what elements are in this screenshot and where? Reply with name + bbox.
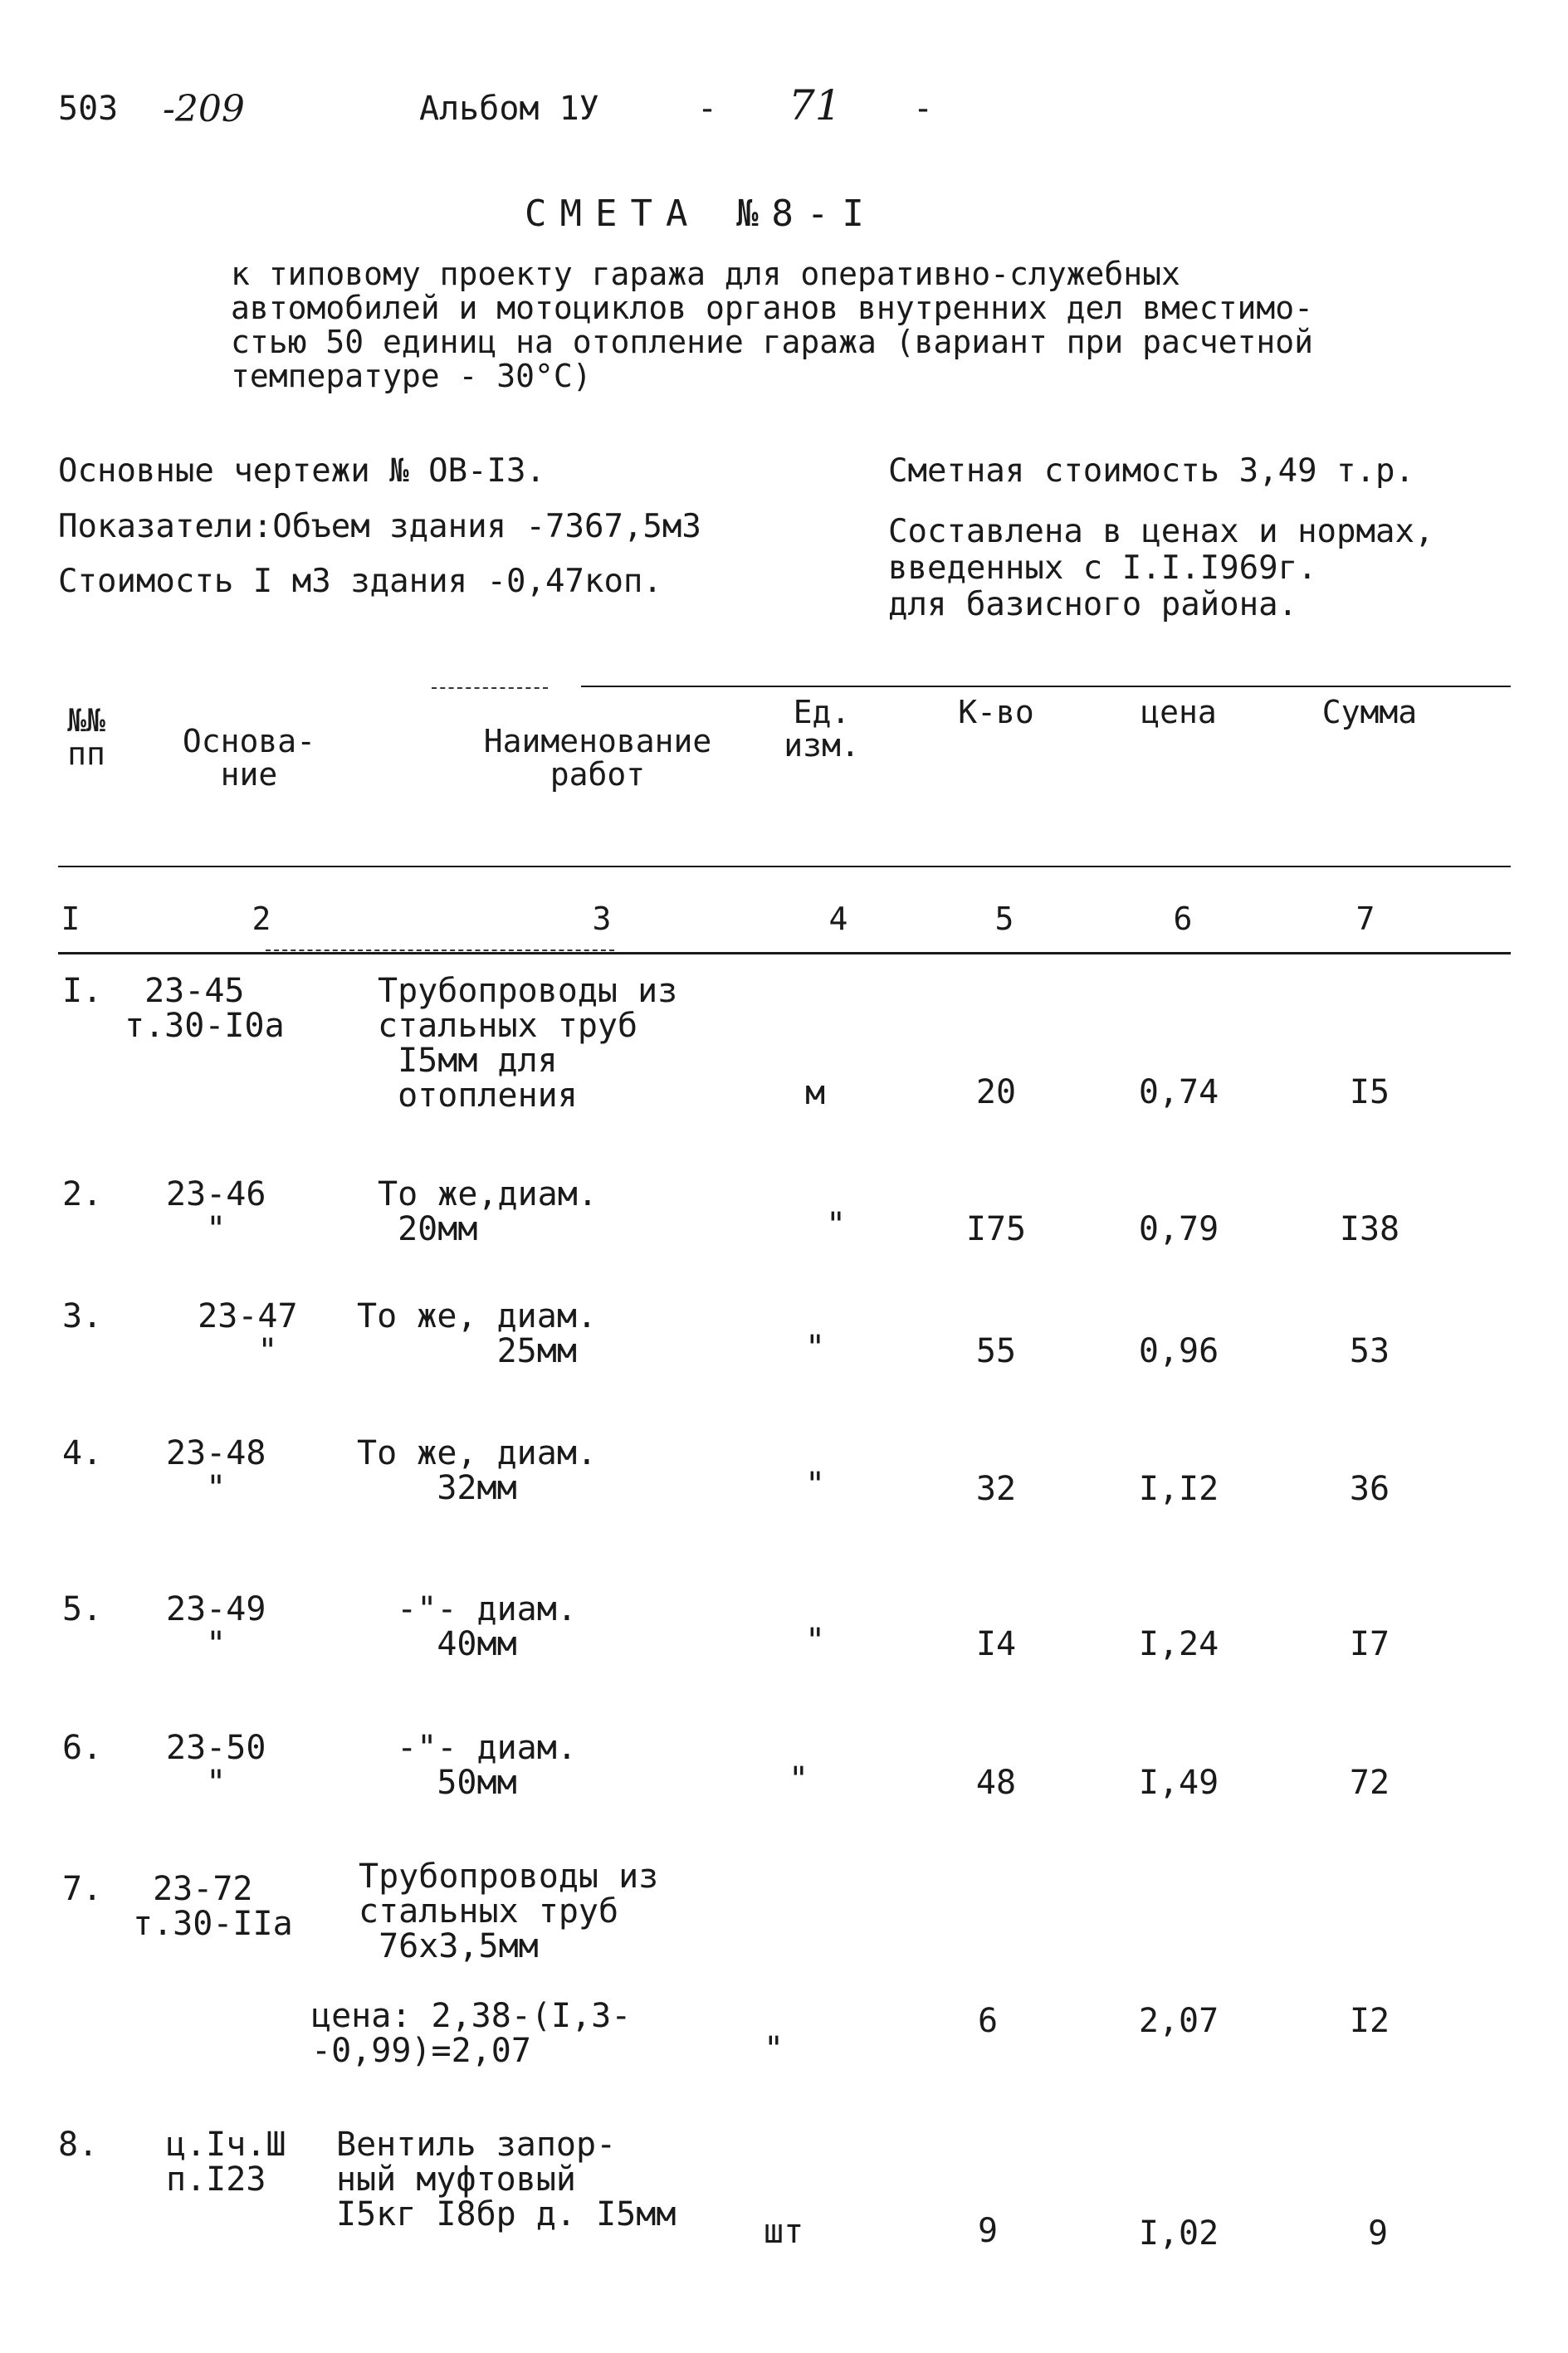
- row-price: I,I2: [1138, 1470, 1219, 1508]
- row-work-name: -"- диам. 40мм: [397, 1590, 577, 1663]
- col-number-4: 4: [828, 901, 848, 937]
- row-quantity: I75: [965, 1210, 1027, 1248]
- row-quantity: 6: [977, 2002, 999, 2040]
- row-price: 0,96: [1138, 1332, 1219, 1370]
- page-code-handwritten: -209: [163, 88, 245, 130]
- row-work-name: То же, диам. 25мм: [357, 1297, 597, 1370]
- row-quantity: 9: [977, 2212, 999, 2250]
- row-basis: 23-49 ": [166, 1590, 266, 1663]
- header-top-rule-faint: [432, 687, 548, 689]
- header-bottom-rule: [58, 866, 1511, 867]
- row-sum: 72: [1349, 1764, 1390, 1802]
- main-drawings: Основные чертежи № ОВ-I3.: [58, 452, 545, 490]
- row-number: 4.: [62, 1434, 103, 1472]
- prices-note-line2: введенных с I.I.I969г.: [888, 549, 1317, 587]
- row-unit: ": [789, 1760, 809, 1799]
- row-unit: ": [826, 1206, 847, 1244]
- row-basis: 23-48 ": [166, 1434, 266, 1507]
- row-price-calc: цена: 2,38-(I,3- -0,99)=2,07: [311, 1997, 632, 2070]
- row-basis: 23-46 ": [166, 1175, 266, 1248]
- col-number-7: 7: [1356, 901, 1375, 937]
- row-basis: 23-50 ": [166, 1729, 266, 1802]
- row-price: 0,79: [1138, 1210, 1219, 1248]
- header-top-rule: [581, 686, 1511, 687]
- row-number: I.: [62, 972, 103, 1010]
- row-number: 7.: [62, 1870, 103, 1908]
- row-number: 8.: [58, 2126, 99, 2164]
- document-title: СМЕТА №8-I: [525, 193, 877, 235]
- col-header-sum: Сумма: [1321, 694, 1418, 730]
- prices-note-line3: для базисного района.: [888, 586, 1298, 623]
- indicators: Показатели:Объем здания -7367,5м3: [58, 508, 701, 545]
- row-sum: 53: [1349, 1332, 1390, 1370]
- header-dash-left: -: [697, 90, 718, 128]
- row-unit: шт: [764, 2213, 804, 2251]
- row-sum: I2: [1349, 2002, 1390, 2040]
- row-price: 0,74: [1138, 1073, 1219, 1111]
- row-unit: ": [805, 1329, 826, 1367]
- cost-per-m3: Стоимость I м3 здания -0,47коп.: [58, 563, 662, 600]
- row-quantity: 20: [975, 1073, 1017, 1111]
- row-basis: 23-45 т.30-I0а: [125, 972, 285, 1045]
- row-basis: 23-72 т.30-IIа: [133, 1870, 293, 1943]
- row-number: 3.: [62, 1297, 103, 1335]
- row-work-name: Трубопроводы из стальных труб 76х3,5мм: [359, 1858, 659, 1965]
- estimated-cost: Сметная стоимость 3,49 т.р.: [888, 452, 1414, 490]
- document-subtitle: к типовому проекту гаража для оперативно-служебных автомобилей и мотоциклов органов внутренних дел вместимо- стью 50 единиц на отопление гаража (вариант при расчетной температуре - 30°С): [231, 256, 1314, 394]
- row-work-name: Вентиль запор- ный муфтовый I5кг I8бр д. I5мм: [336, 2126, 677, 2233]
- col-number-2: 2: [252, 901, 271, 937]
- row-unit: ": [764, 2030, 784, 2068]
- row-quantity: 32: [975, 1470, 1017, 1508]
- page-number-handwritten: 71: [789, 81, 842, 129]
- row-quantity: 48: [975, 1764, 1017, 1802]
- row-basis: 23-47 ": [198, 1297, 298, 1370]
- col-number-6: 6: [1173, 901, 1193, 937]
- row-unit: ": [805, 1466, 826, 1504]
- row-quantity: I4: [975, 1625, 1017, 1663]
- col-number-1: I: [61, 901, 81, 937]
- col-header-price: цена: [1141, 694, 1217, 730]
- row-sum: 36: [1349, 1470, 1390, 1508]
- header-dash-right: -: [913, 90, 934, 128]
- row-price: I,24: [1138, 1625, 1219, 1663]
- row-work-name: -"- диам. 50мм: [397, 1729, 577, 1802]
- row-sum: I38: [1339, 1210, 1400, 1248]
- colnum-bottom-dash: [266, 949, 614, 951]
- col-header-name: Наименование работ: [483, 723, 712, 793]
- col-header-qty: К-во: [958, 694, 1034, 730]
- col-number-5: 5: [994, 901, 1014, 937]
- row-sum: I5: [1349, 1073, 1390, 1111]
- col-number-3: 3: [592, 901, 612, 937]
- prices-note-line1: Составлена в ценах и нормах,: [888, 513, 1434, 550]
- row-number: 6.: [62, 1729, 103, 1767]
- page-code: 503: [58, 90, 119, 128]
- row-sum: 9: [1367, 2214, 1389, 2253]
- row-unit: ": [805, 1622, 826, 1660]
- col-header-unit: Ед. изм.: [784, 694, 860, 764]
- row-price: 2,07: [1138, 2002, 1219, 2040]
- colnum-bottom-rule: [58, 952, 1511, 954]
- row-number: 2.: [62, 1175, 103, 1213]
- row-basis: ц.Iч.Ш п.I23: [166, 2126, 286, 2199]
- row-number: 5.: [62, 1590, 103, 1628]
- row-price: I,02: [1138, 2214, 1219, 2253]
- row-price: I,49: [1138, 1764, 1219, 1802]
- row-sum: I7: [1349, 1625, 1390, 1663]
- col-header-no: №№ пп: [67, 702, 105, 772]
- row-unit: м: [805, 1074, 826, 1112]
- album-label: Альбом 1У: [419, 90, 599, 128]
- row-work-name: Трубопроводы из стальных труб I5мм для отопления: [378, 972, 678, 1115]
- row-quantity: 55: [975, 1332, 1017, 1370]
- col-header-basis: Основа- ние: [182, 723, 316, 793]
- row-work-name: То же, диам. 32мм: [357, 1434, 597, 1507]
- row-work-name: То же,диам. 20мм: [378, 1175, 598, 1248]
